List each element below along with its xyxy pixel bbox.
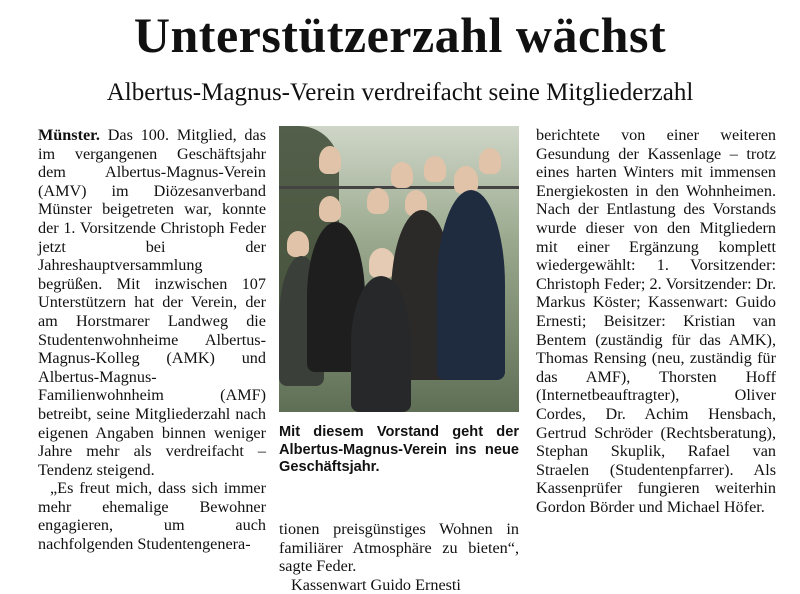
paragraph: tionen preisgünstiges Wohnen in familiärer Atmosphäre zu bieten“, sagte Feder.: [279, 520, 519, 576]
dateline: Münster.: [38, 126, 100, 144]
paragraph: berichtete von einer weiteren Gesundung der Kassenlage – trotz eines harten Winters mit immensen Energiekosten in den Wohnheimen. Nach der Entlastung des Vorstands wurde dieser von den Mitgliedern mit einer Ergänzung komplett wiedergewählt: 1. Vorsitzender: Christoph Feder; 2. Vorsitzender: Dr. Markus Köster; Kassenwart: Guido Ernesti; Beisitzer: Kristian van Bentem (zuständig für das AMK), Thomas Rensing (neu, zuständig für das AMF), Thorsten Hoff (Internetbeauftragter), Oliver Cordes, Dr. Achim Hensbach, Gertrud Schröder (Rechtsberatung), Stephan Skuplik, Rafael van Straelen (Studentenpfarrer). Als Kassenprüfer fungieren weiterhin Gordon Börder und Michael Höfer.: [536, 126, 776, 516]
article-column-1: [38, 126, 266, 554]
subheadline: Albertus-Magnus-Verein verdreifacht seine Mitgliederzahl: [106, 79, 694, 106]
group-photo: [279, 126, 519, 412]
paragraph-text: Das 100. Mitglied, das im vergangenen Geschäftsjahr dem Albertus-Magnus-Verein (AMV) im Diözesanverband Münster beigetreten war, konnte der 1. Vorsitzende Christoph Feder jetzt bei der Jahreshauptversammlung begrüßen. Mit inzwischen 107 Unterstützern hat der Verein, der am Horstmarer Landweg die Studentenwohnheime Albertus-Magnus-Kolleg (AMK) und Albertus-Magnus-Familienwohnheim (AMF) betreibt, seine Mitgliederzahl nach eigenen Angaben binnen weniger Jahre mehr als verdreifacht – Tendenz steigend.: [38, 126, 267, 479]
paragraph: Kassenwart Guido Ernesti: [291, 575, 461, 594]
photo-body: [351, 276, 411, 412]
paragraph: „Es freut mich, dass sich immer mehr ehemalige Bewohner engagieren, um auch nachfolgenden Studentengenera-: [38, 479, 266, 554]
photo-body: [437, 190, 505, 380]
photo-person: [391, 162, 413, 188]
photo-person: [287, 231, 309, 257]
article-column-3: [536, 126, 776, 516]
photo-person: [367, 188, 389, 214]
photo-person: [479, 148, 501, 174]
article-column-2: [279, 520, 519, 594]
photo-person: [424, 156, 446, 182]
photo-person: [319, 196, 341, 222]
photo-person: [319, 146, 341, 174]
headline: Unterstützerzahl wächst: [133, 7, 667, 63]
paragraph: [38, 126, 266, 479]
photo-caption: Mit diesem Vorstand geht der Albertus-Magnus-Verein ins neue Geschäftsjahr.: [279, 424, 519, 475]
